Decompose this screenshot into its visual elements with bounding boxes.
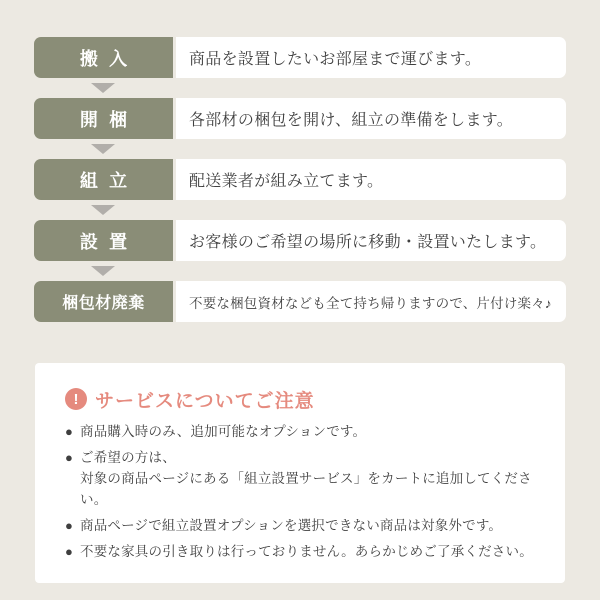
step-row-unpacking [34, 98, 566, 139]
step-connector [34, 200, 566, 220]
bullet-icon: ● [65, 450, 73, 465]
notice-item [65, 515, 540, 536]
arrow-down-icon [91, 205, 115, 215]
step-connector [34, 261, 566, 281]
notice-box [35, 363, 565, 583]
step-label: 設置 [34, 220, 173, 261]
step-label: 組立 [34, 159, 173, 200]
step-label: 搬入 [34, 37, 173, 78]
step-label: 開梱 [34, 98, 173, 139]
bullet-icon: ● [65, 544, 73, 559]
notice-text: 対象の商品ページにある「組立設置サービス」をカートに追加してください。 [80, 471, 532, 507]
step-description: お客様のご希望の場所に移動・設置いたします。 [176, 220, 566, 261]
step-connector [34, 78, 566, 98]
bullet-icon: ● [65, 424, 73, 439]
step-row-assembly [34, 159, 566, 200]
notice-line [65, 421, 540, 442]
arrow-down-icon [91, 266, 115, 276]
notice-text: 商品購入時のみ、追加可能なオプションです。 [80, 424, 367, 439]
notice-text: ご希望の方は、 [80, 450, 176, 465]
notice-line [65, 541, 540, 562]
exclamation-icon: ! [65, 388, 87, 410]
notice-line [65, 515, 540, 536]
bullet-icon: ● [65, 518, 73, 533]
notice-item [65, 447, 540, 510]
step-description: 各部材の梱包を開け、組立の準備をします。 [176, 98, 566, 139]
notice-title: サービスについてご注意 [95, 390, 315, 412]
notice-item [65, 541, 540, 562]
notice-text: 商品ページで組立設置オプションを選択できない商品は対象外です。 [80, 518, 503, 533]
step-description: 商品を設置したいお部屋まで運びます。 [176, 37, 566, 78]
notice-text: 不要な家具の引き取りは行っておりません。あらかじめご了承ください。 [80, 544, 533, 559]
step-description: 配送業者が組み立てます。 [176, 159, 566, 200]
service-step-list [34, 37, 566, 322]
step-row-packaging-disposal [34, 281, 566, 322]
notice-list [65, 421, 540, 562]
notice-line [65, 447, 540, 468]
step-label: 梱包材廃棄 [34, 281, 173, 322]
arrow-down-icon [91, 144, 115, 154]
arrow-down-icon [91, 83, 115, 93]
notice-item [65, 421, 540, 442]
bullet-spacer [65, 468, 80, 510]
step-row-installation [34, 220, 566, 261]
step-connector [34, 139, 566, 159]
notice-line-continued [65, 468, 540, 510]
notice-header [65, 387, 540, 411]
step-description: 不要な梱包資材なども全て持ち帰りますので、片付け楽々♪ [176, 281, 566, 322]
step-row-carry-in [34, 37, 566, 78]
